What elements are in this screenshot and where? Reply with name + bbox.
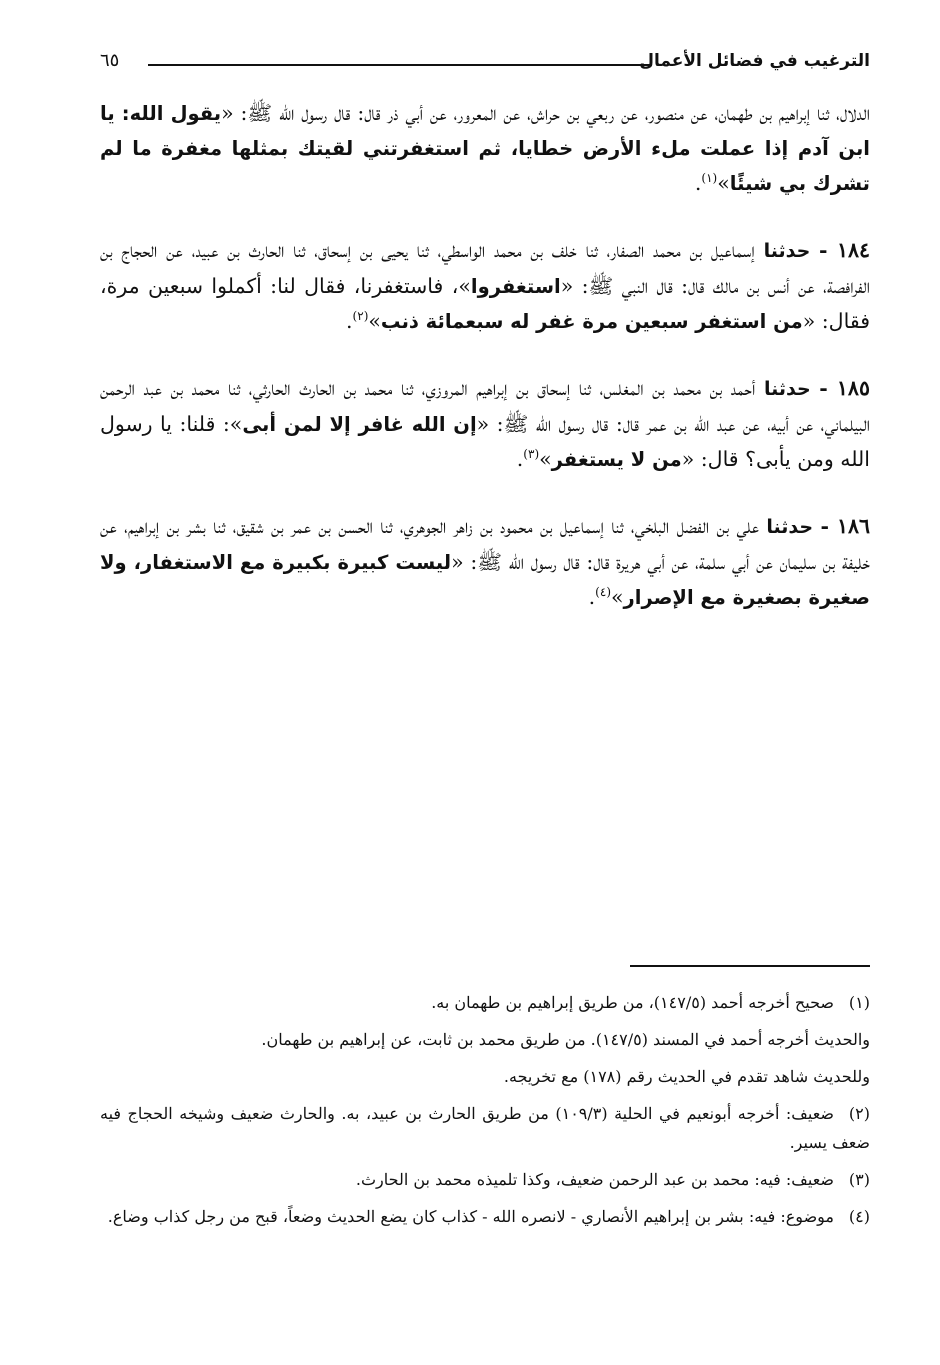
footnote-text: ضعيف: أخرجه أبونعيم في الحلية (١٠٩/٣) من طريق الحارث بن عبيد، به. والحارث ضعيف وشيخه الحجاج فيه ضعف يسير.	[100, 1104, 870, 1152]
narration-label: حدثنا	[766, 516, 814, 538]
hadith-quote: من لا يستغفر	[551, 448, 682, 471]
footnote-number: (٢)	[848, 1104, 870, 1123]
paragraph-text: »، فاستغفرنا، فقال لنا: أكملوا سبعين مرة، فقال: «	[100, 274, 870, 333]
hadith-paragraph	[100, 233, 870, 339]
full-stop: .	[346, 309, 353, 333]
hadith-quote: استغفروا	[470, 275, 561, 298]
hadith-quote: من استغفر سبعين مرة غفر له سبعمائة ذنب	[380, 310, 803, 333]
running-title: الترغيب في فضائل الأعمال	[639, 51, 870, 71]
hadith-number: ١٨٦ -	[820, 514, 870, 538]
paragraph-text: إسماعيل بن محمد الصفار، ثنا خلف بن محمد الواسطي، ثنا يحيى بن إسحاق، ثنا الحارث بن عبيد، عن الحجاج بن الفرافصة، عن أنس بن مالك قال: قال النبي ﷺ: «	[100, 238, 870, 298]
hadith-paragraph	[100, 96, 870, 201]
closing-quote-mark: »	[611, 585, 624, 609]
footnote-number: (٣)	[848, 1170, 870, 1189]
hadith-paragraph	[100, 371, 870, 477]
hadith-number: ١٨٥ -	[819, 376, 870, 400]
footnote-text: وللحديث شاهد تقدم في الحديث رقم (١٧٨) مع تخريجه.	[503, 1067, 870, 1086]
main-text	[100, 96, 870, 647]
footnote	[100, 1165, 870, 1194]
closing-quote-mark: »	[539, 447, 552, 471]
hadith-quote: يقول الله: يا ابن آدم إذا عملت ملء الأرض خطايا، ثم استغفرتني لقيتك بمثلها مغفرة ما لم تشرك بي شيئًا	[100, 102, 870, 195]
paragraph-text: »: قلنا: يا رسول الله ومن يأبى؟ قال: «	[100, 412, 870, 471]
footnote-text: صحيح أخرجه أحمد (١٤٧/٥)، من طريق إبراهيم بن طهمان به.	[431, 993, 834, 1012]
hadith-paragraph	[100, 509, 870, 615]
closing-quote-mark: »	[368, 309, 381, 333]
closing-quote-mark: »	[717, 171, 730, 195]
footnotes	[100, 988, 870, 1239]
paragraph-text: أحمد بن محمد بن المغلس، ثنا إسحاق بن إبراهيم المروزي، ثنا محمد بن الحارث الحارثي، ثنا محمد بن عبد الرحمن البيلماني، عن أبيه، عن عبد الله بن عمر قال: قال رسول الله ﷺ: «	[100, 376, 870, 436]
header-rule	[148, 64, 652, 66]
footnote	[100, 1099, 870, 1157]
narration-label: حدثنا	[763, 240, 811, 262]
footnote-number: (٤)	[848, 1207, 870, 1226]
running-header	[100, 50, 870, 78]
footnote-ref[interactable]: (٤)	[595, 585, 611, 600]
full-stop: .	[516, 447, 524, 471]
footnote-separator	[630, 965, 870, 967]
hadith-quote: إن الله غافر إلا لمن أبى	[242, 413, 477, 436]
footnote-ref[interactable]: (٣)	[523, 447, 540, 462]
footnote	[100, 1202, 870, 1231]
footnote	[100, 1025, 870, 1054]
hadith-quote: ليست كبيرة بكبيرة مع الاستغفار، ولا صغيرة بصغيرة مع الإصرار	[100, 551, 870, 609]
page-number: ٦٥	[100, 50, 120, 71]
footnote-text: موضوع: فيه: بشر بن إبراهيم الأنصاري - لانصره الله - كذاب كان يضع الحديث وضعاً، قبح من رجل كذاب وضاع.	[107, 1207, 834, 1226]
full-stop: .	[694, 171, 702, 195]
footnote	[100, 1062, 870, 1091]
paragraph-text: الدلال، ثنا إبراهيم بن طهمان، عن منصور، عن ربعي بن حراش، عن المعرور، عن أبي ذر قال: قال رسول الله ﷺ: «	[221, 101, 870, 125]
footnote-ref[interactable]: (٢)	[352, 309, 369, 324]
narration-label: حدثنا	[763, 378, 811, 400]
footnote-ref[interactable]: (١)	[701, 171, 718, 186]
hadith-number: ١٨٤ -	[819, 238, 870, 262]
paragraph-text: علي بن الفضل البلخي، ثنا إسماعيل بن محمود بن زاهر الجوهري، ثنا الحسن بن عمر بن شقيق، ثنا بشر بن إبراهيم، عن خليفة بن سليمان عن أبي سلمة، عن أبي هريرة قال: قال رسول الله ﷺ: «	[100, 514, 871, 574]
footnote-text: والحديث أخرجه أحمد في المسند (١٤٧/٥). من طريق محمد بن ثابت، عن إبراهيم بن طهمان.	[261, 1030, 870, 1049]
footnote-text: ضعيف: فيه: محمد بن عبد الرحمن ضعيف، وكذا تلميذه محمد بن الحارث.	[355, 1170, 834, 1189]
footnote	[100, 988, 870, 1017]
full-stop: .	[588, 585, 596, 609]
footnote-number: (١)	[848, 993, 870, 1012]
